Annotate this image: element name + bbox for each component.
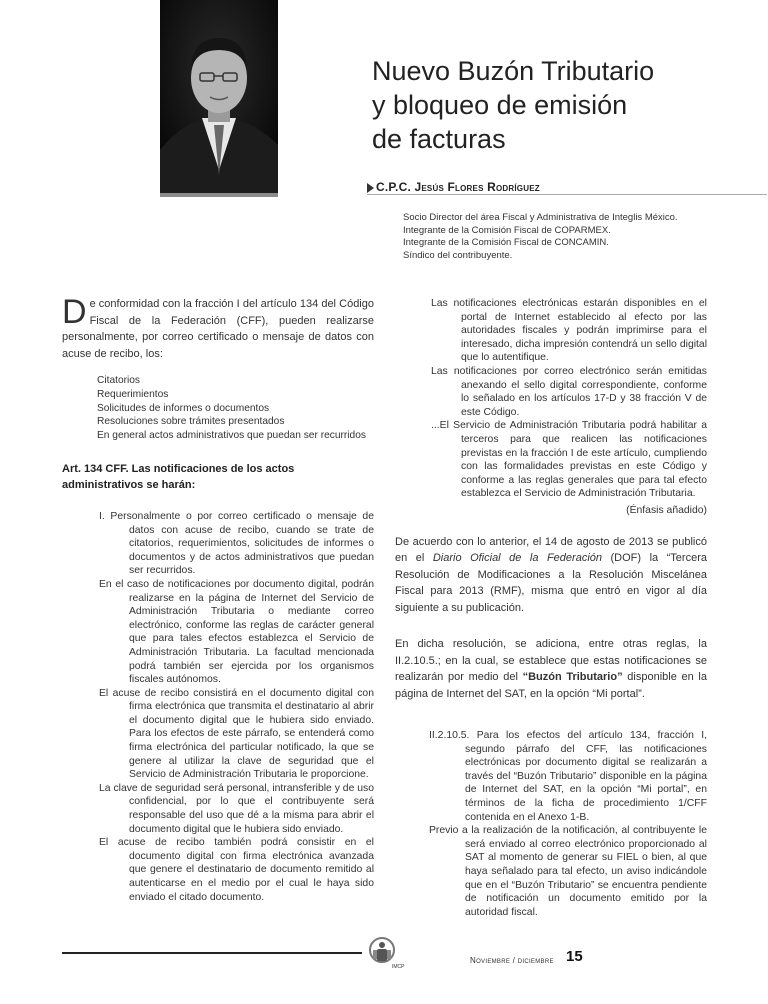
quote-paragraph: I. Personalmente o por correo certificado o mensaje de datos con acuse de recibo, cuando se trate de citatorios, requerimientos, solicitudes de informes o documentos y de actos administrativos que puedan ser recurridos. — [99, 510, 374, 577]
title-line: de facturas — [372, 124, 506, 154]
quote-paragraph: Previo a la realización de la notificación, al contribuyente le será enviado al correo electrónico proporcionado al SAT al momento de generar su FIEL o bien, al que haya señalado para tal efecto, un aviso indicándole que en el “Buzón Tributario” se encuentra pendiente de notificación un documento emitido por la autoridad fiscal. — [429, 825, 707, 918]
left-column — [62, 293, 374, 904]
quote-paragraph: En el caso de notificaciones por documento digital, podrán realizarse en la página de Internet del Servicio de Administración Tributaria o mediante correo electrónico, conforme las reglas de carácter general que para tales efectos establezca el Servicio de Administración Tributaria. La facultad mencionada podrá también ser ejercida por los organismos fiscales autónomos. — [99, 578, 374, 686]
bio-line: Integrante de la Comisión Fiscal de COPARMEX. — [403, 224, 611, 236]
article-title — [372, 54, 732, 156]
quote-paragraph: El acuse de recibo también podrá consistir en el documento digital con firma electrónica avanzada que genere el destinatario de documento remitido al autenticarse en el medio por el cual le haya sido enviado el citado documento. — [99, 837, 374, 903]
body-paragraph — [395, 534, 707, 617]
author-name: C.P.C. Jesús Flores Rodríguez — [376, 180, 540, 194]
list-item: Citatorios — [97, 375, 141, 386]
title-line: y bloqueo de emisión — [372, 90, 628, 120]
bio-line: Síndico del contribuyente. — [403, 249, 513, 261]
body-paragraph — [395, 636, 707, 702]
paragraph-text: disponible en la página de Internet del SAT, en la opción “Mi portal”. — [395, 671, 707, 700]
author-rule — [367, 194, 767, 195]
quote-paragraph: El acuse de recibo consistirá en el documento digital con firma electrónica que transmita el destinatario al abrir el documento digital que le hubiera sido enviado. Para los efectos de este párrafo, se entenderá como firma electrónica del particular notificado, la que se genere al utilizar la clave de seguridad que el Servicio de Administración Tributaria le proporcione. — [99, 687, 374, 781]
quote-paragraph: II.2.10.5. Para los efectos del artículo 134, fracción I, segundo párrafo del CFF, las notificaciones electrónicas por documento digital se realizarán a través del “Buzón Tributario” disponible en la página de Internet del SAT, en la opción “Mi portal”, en términos de la ficha de procedimiento 1/CFF contenida en el Anexo 1-B. — [429, 730, 707, 823]
quote-paragraph: Las notificaciones electrónicas estarán disponibles en el portal de Internet establecido al efecto por las autoridades fiscales y podrán imprimirse para el interesado, dicha impresión contendrá un sello digital que lo autentifique. — [431, 298, 707, 364]
paragraph-text: (DOF) la “Tercera Resolución de Modificaciones a la Resolución Miscelánea Fiscal para 2013 (RMF), misma que entró en vigor al día siguiente a su publicación. — [395, 552, 707, 614]
intro-paragraph — [62, 293, 374, 362]
svg-text:IMCP: IMCP — [392, 964, 405, 970]
list-item: Solicitudes de informes o documentos — [97, 402, 270, 414]
page-number: 15 — [566, 948, 583, 965]
triangle-bullet-icon — [367, 183, 374, 193]
list-item: Requerimientos — [97, 388, 169, 400]
bio-line: Socio Director del área Fiscal y Administrativa de Integlis México. — [403, 212, 678, 223]
imcp-logo — [362, 936, 406, 970]
bio-line: Integrante de la Comisión Fiscal de CONCAMIN. — [403, 237, 609, 248]
emphasis-note: (Énfasis añadido) — [626, 504, 707, 516]
paragraph-text: En dicha resolución, se adiciona, entre otras reglas, la II.2.10.5.; en la cual, se establece que estas notificaciones se realizarán por medio del — [395, 638, 707, 683]
law-quote — [99, 510, 374, 904]
section-heading: Art. 134 CFF. Las notificaciones de los actos administrativos se harán: — [62, 462, 295, 491]
right-column — [395, 297, 707, 919]
quote-paragraph: Las notificaciones por correo electrónico serán emitidas anexando el sello digital correspondiente, conforme lo señalado en los artículos 17-D y 38 fracción V de este Código. — [431, 365, 707, 418]
photo-underline — [160, 193, 278, 197]
author-bio — [403, 212, 678, 262]
rule-quote — [429, 729, 707, 919]
document-list — [97, 374, 374, 443]
list-item: Resoluciones sobre trámites presentados — [97, 416, 285, 428]
author-photo — [160, 0, 278, 196]
quote-paragraph: La clave de seguridad será personal, intransferible y de uso confidencial, por lo que el contribuyente será responsable del uso que dé a la misma para abrir el documento digital que le hubiera sido enviado. — [99, 782, 374, 835]
law-quote-continued — [431, 297, 707, 518]
quote-paragraph: ...El Servicio de Administración Tributaria podrá habilitar a terceros para que realicen las notificaciones previstas en la fracción I de este artículo, cumpliendo con las formalidades previstas en este Código y conforme a las reglas generales que para tal efecto establezca el Servicio de Administración Tributaria. — [431, 420, 707, 500]
intro-text: e conformidad con la fracción I del artículo 134 del Código Fiscal de la Federación (CFF), pueden realizarse personalmente, por correo certificado o mensaje de datos con acuse de recibo, los: — [62, 298, 374, 360]
paragraph-text: De acuerdo con lo anterior, el 14 de agosto de 2013 se publicó en el — [395, 535, 707, 564]
buzon-tributario-term: “Buzón Tributario” — [522, 671, 623, 683]
drop-cap: D — [62, 293, 87, 331]
author-byline — [367, 181, 767, 195]
issue-date: Noviembre / diciembre — [470, 956, 554, 965]
publication-name: Diario Oficial de la Federación — [432, 552, 602, 564]
list-item: En general actos administrativos que puedan ser recurridos — [97, 430, 366, 442]
title-line: Nuevo Buzón Tributario — [372, 56, 655, 86]
footer-rule — [62, 952, 362, 954]
